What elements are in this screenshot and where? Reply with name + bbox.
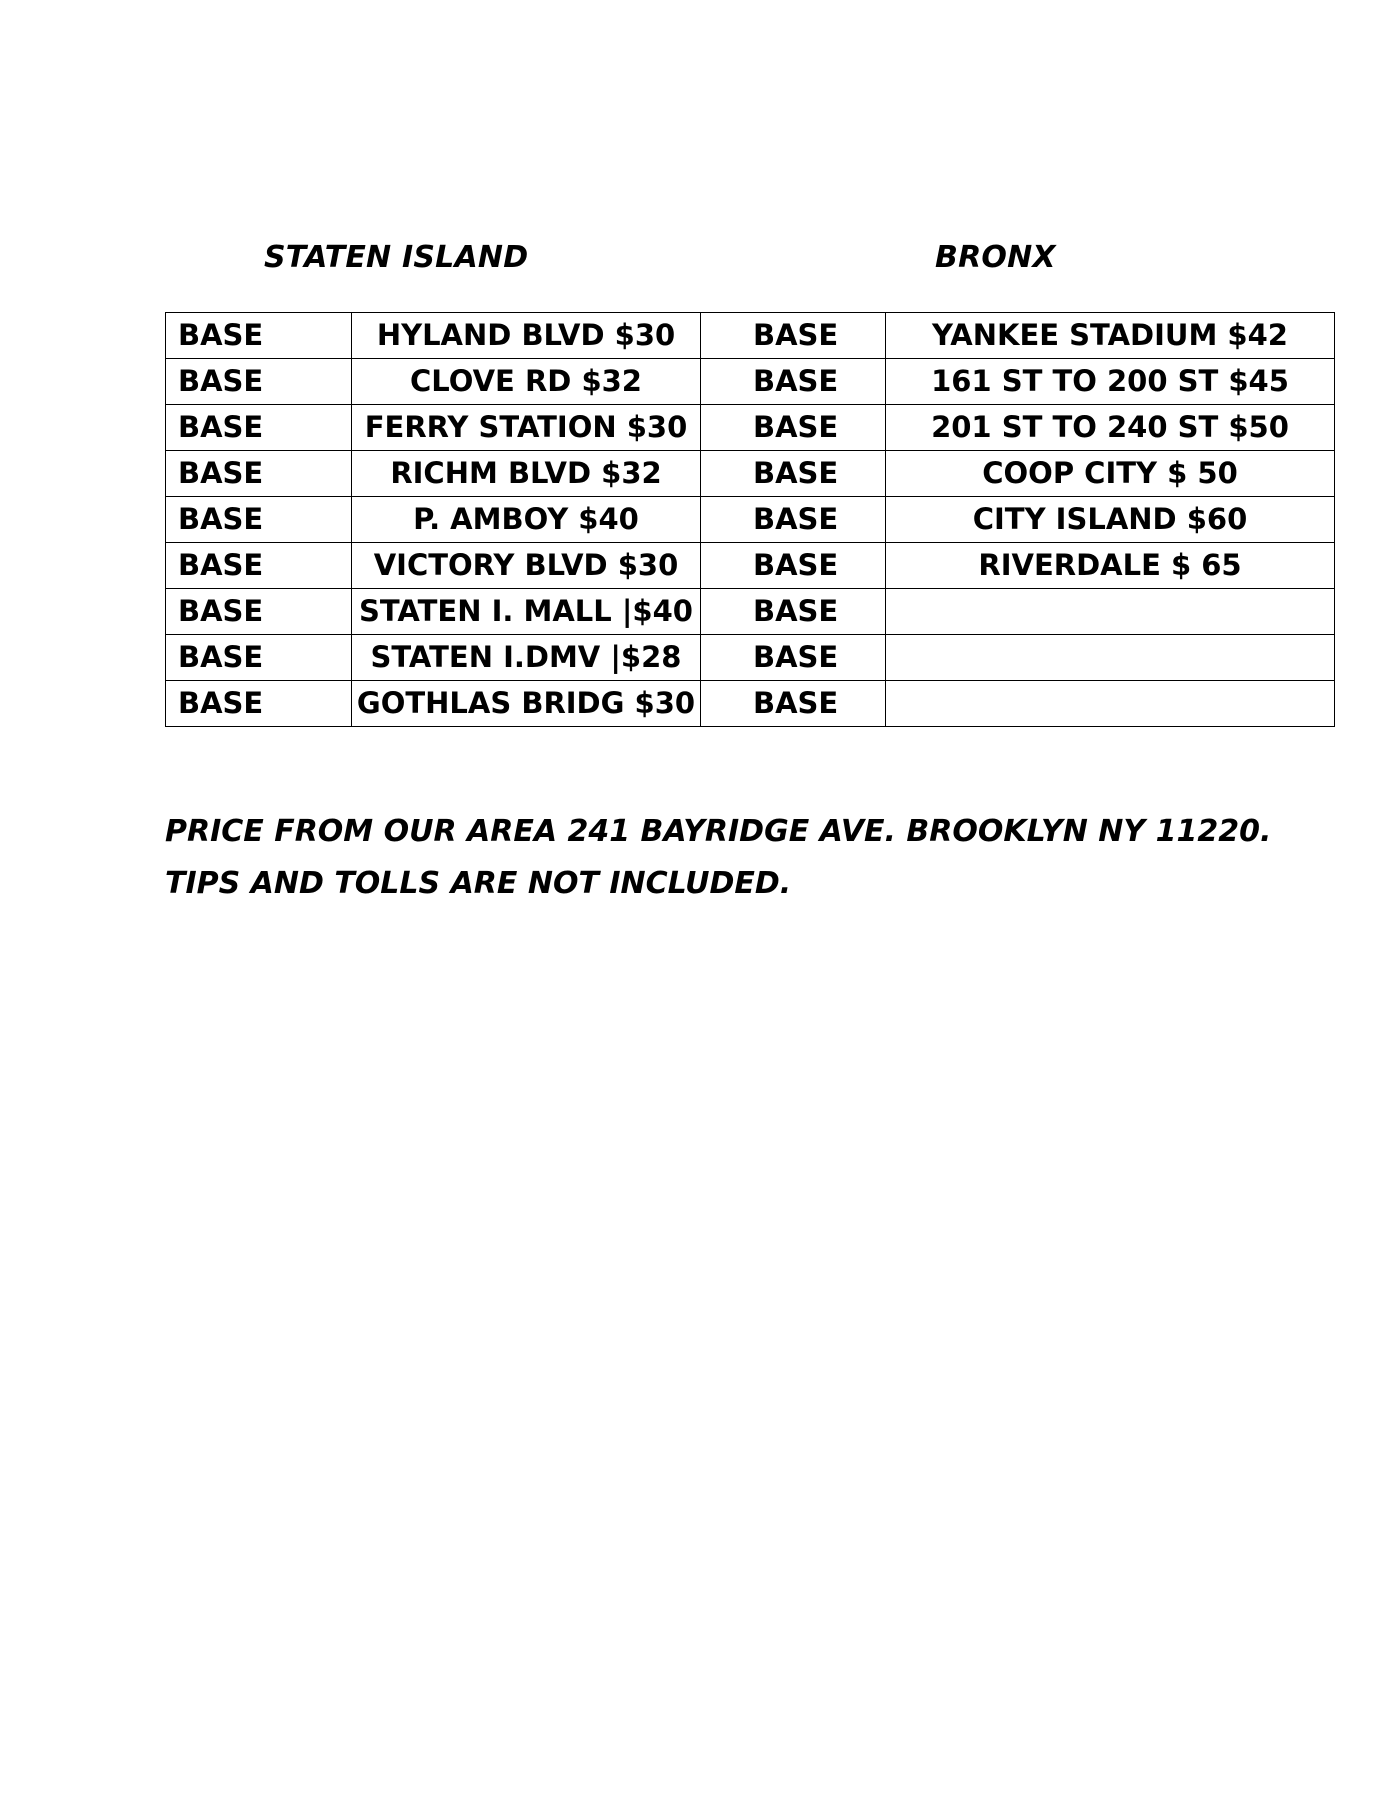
table-row: [166, 543, 1335, 589]
table-row: [166, 497, 1335, 543]
staten-island-price-cell: RICHM BLVD $32: [352, 451, 701, 497]
table-row: [166, 405, 1335, 451]
bronx-price-cell: YANKEE STADIUM $42: [886, 313, 1335, 359]
base-cell: BASE: [701, 313, 886, 359]
staten-island-price-cell: P. AMBOY $40: [352, 497, 701, 543]
price-origin-note: PRICE FROM OUR AREA 241 BAYRIDGE AVE. BROOKLYN NY 11220.: [165, 814, 1272, 849]
bronx-price-cell: CITY ISLAND $60: [886, 497, 1335, 543]
bronx-price-cell: [886, 635, 1335, 681]
base-cell: BASE: [166, 451, 352, 497]
base-cell: BASE: [701, 497, 886, 543]
table-row: [166, 359, 1335, 405]
bronx-price-cell: 161 ST TO 200 ST $45: [886, 359, 1335, 405]
base-cell: BASE: [166, 681, 352, 727]
base-cell: BASE: [166, 405, 352, 451]
bronx-price-cell: [886, 681, 1335, 727]
table-row: [166, 451, 1335, 497]
bronx-price-cell: 201 ST TO 240 ST $50: [886, 405, 1335, 451]
base-cell: BASE: [701, 543, 886, 589]
base-cell: BASE: [701, 359, 886, 405]
staten-island-price-cell: VICTORY BLVD $30: [352, 543, 701, 589]
base-cell: BASE: [701, 451, 886, 497]
base-cell: BASE: [166, 497, 352, 543]
staten-island-heading: STATEN ISLAND: [264, 240, 529, 275]
base-cell: BASE: [701, 589, 886, 635]
bronx-price-cell: COOP CITY $ 50: [886, 451, 1335, 497]
staten-island-price-cell: HYLAND BLVD $30: [352, 313, 701, 359]
base-cell: BASE: [701, 635, 886, 681]
base-cell: BASE: [166, 543, 352, 589]
base-cell: BASE: [166, 313, 352, 359]
bronx-heading: BRONX: [935, 240, 1056, 275]
base-cell: BASE: [701, 405, 886, 451]
price-table: [165, 312, 1335, 727]
table-row: [166, 681, 1335, 727]
base-cell: BASE: [166, 359, 352, 405]
tips-tolls-note: TIPS AND TOLLS ARE NOT INCLUDED.: [165, 866, 792, 901]
staten-island-price-cell: STATEN I. MALL |$40: [352, 589, 701, 635]
base-cell: BASE: [166, 635, 352, 681]
bronx-price-cell: [886, 589, 1335, 635]
table-row: [166, 313, 1335, 359]
base-cell: BASE: [166, 589, 352, 635]
table-row: [166, 635, 1335, 681]
bronx-price-cell: RIVERDALE $ 65: [886, 543, 1335, 589]
base-cell: BASE: [701, 681, 886, 727]
staten-island-price-cell: GOTHLAS BRIDG $30: [352, 681, 701, 727]
staten-island-price-cell: STATEN I.DMV |$28: [352, 635, 701, 681]
staten-island-price-cell: CLOVE RD $32: [352, 359, 701, 405]
staten-island-price-cell: FERRY STATION $30: [352, 405, 701, 451]
table-row: [166, 589, 1335, 635]
